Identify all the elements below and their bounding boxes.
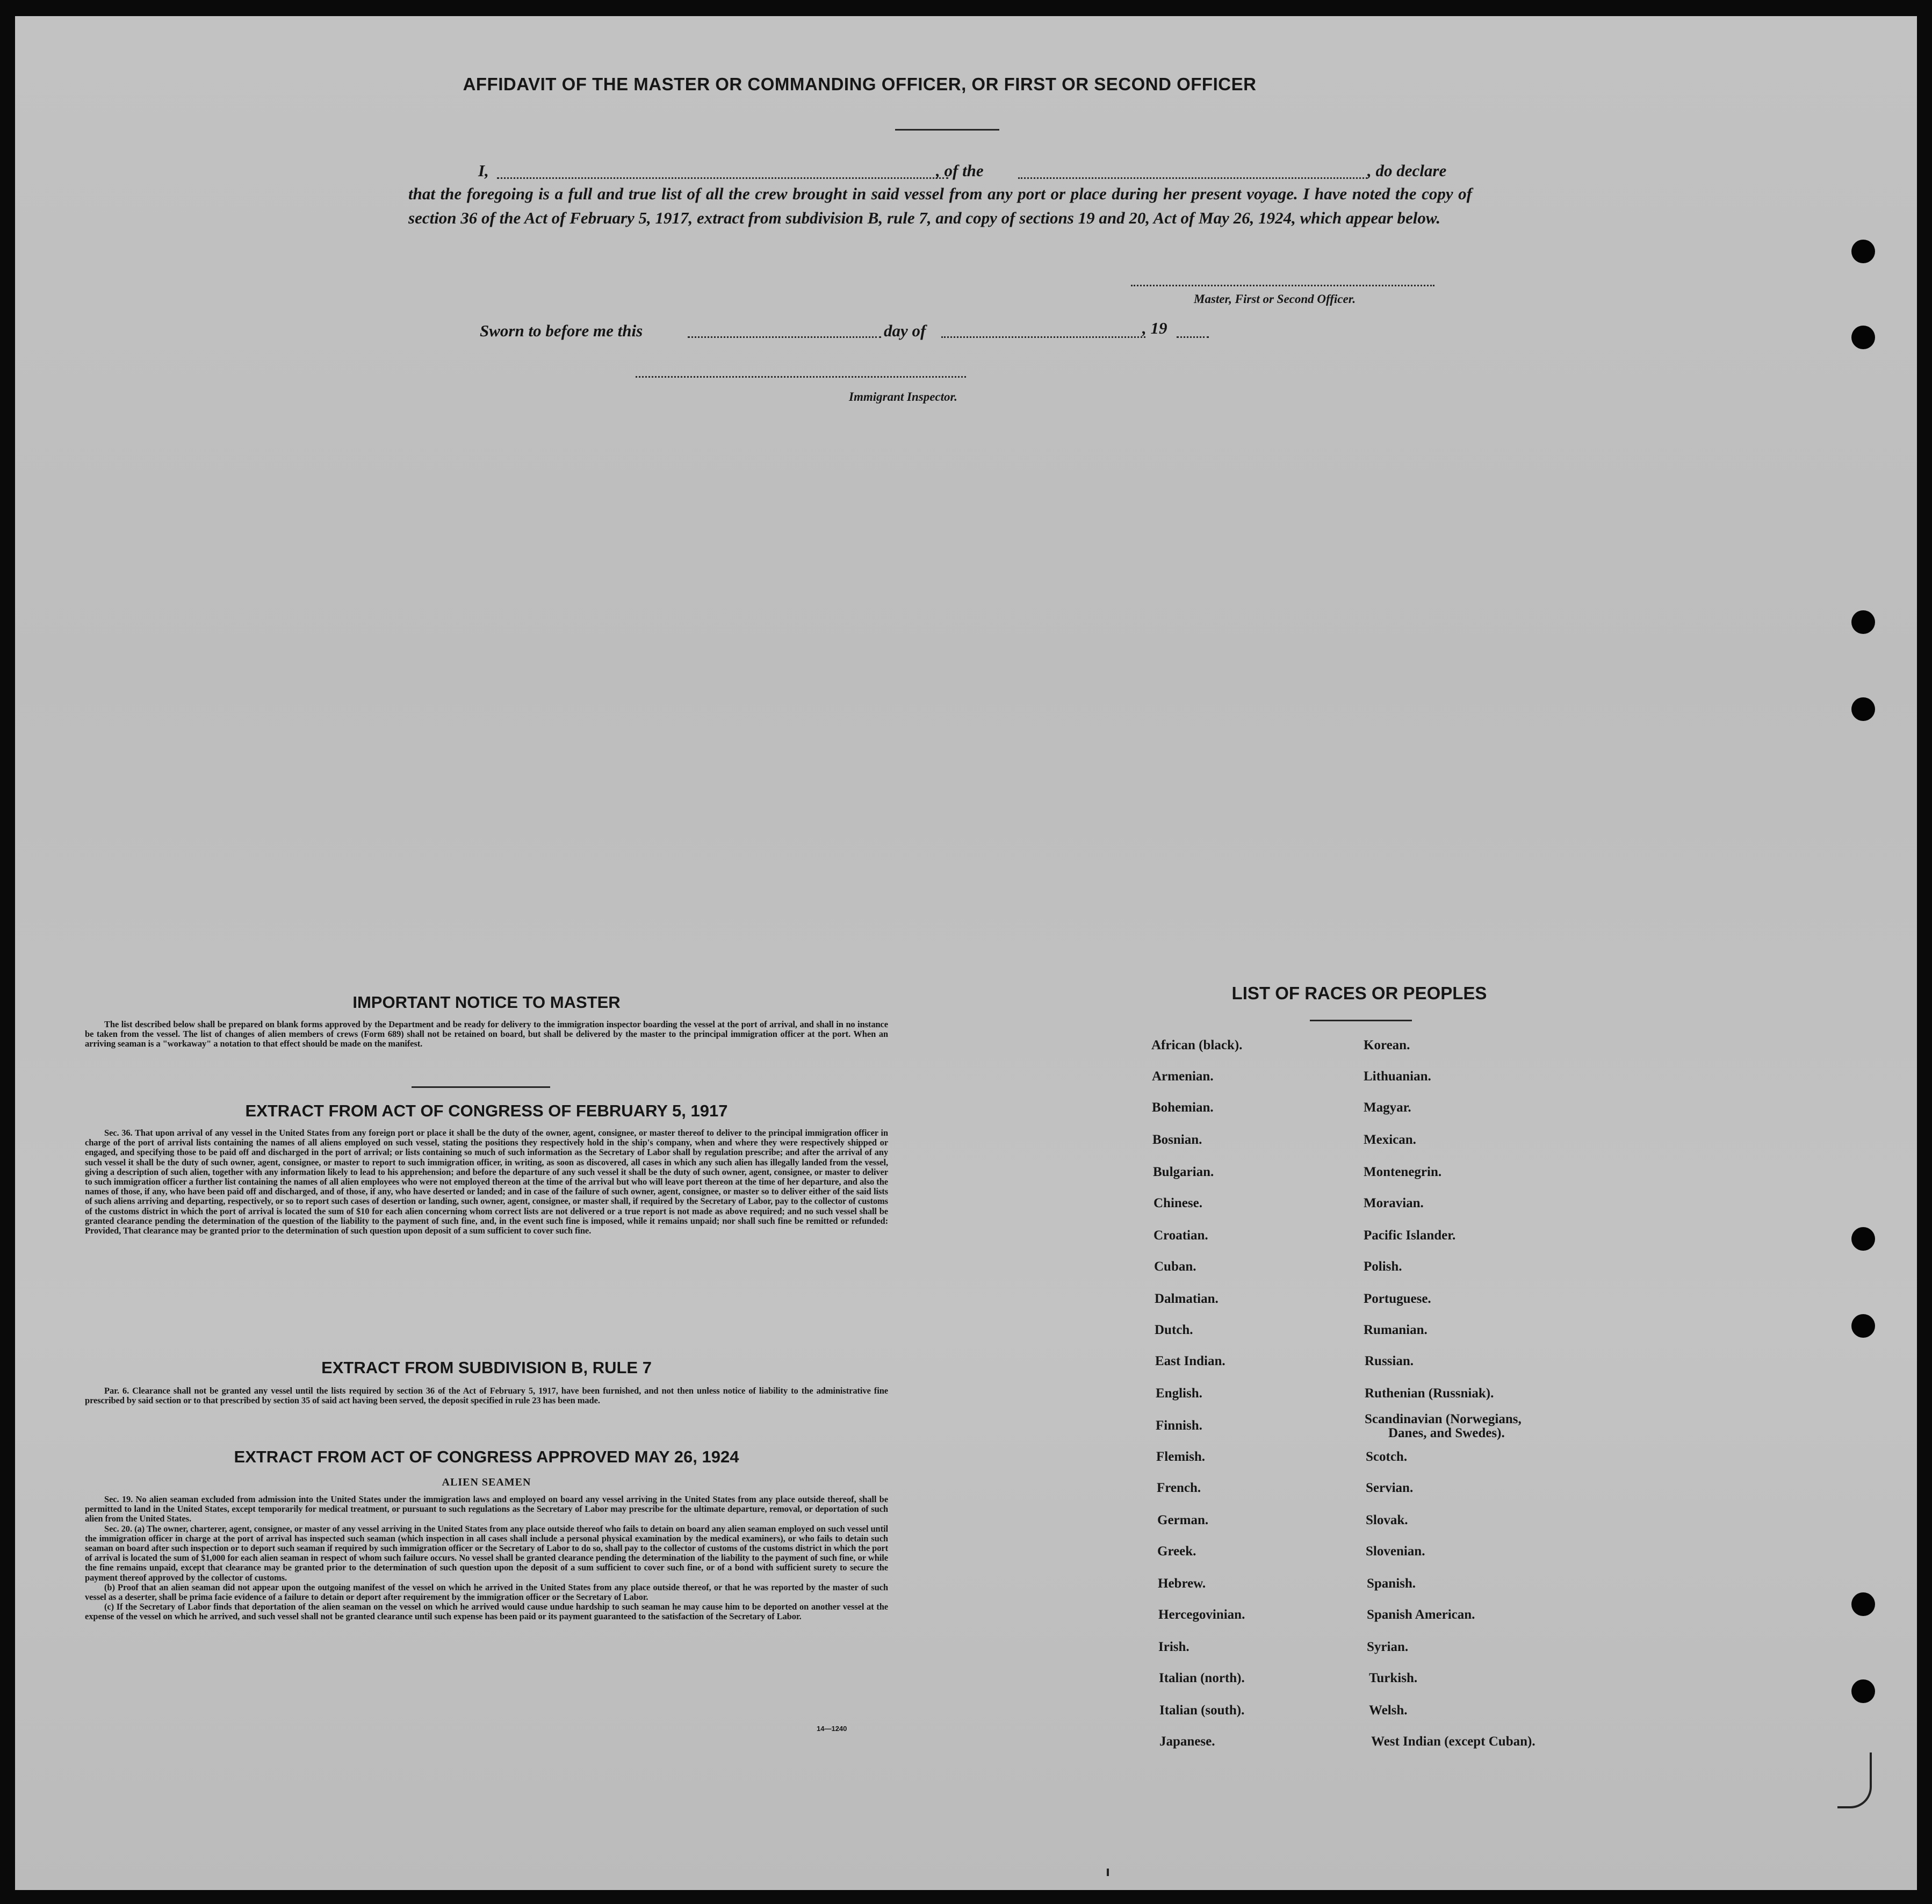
extract-1917-title: EXTRACT FROM ACT OF CONGRESS OF FEBRUARY 5, 1917 xyxy=(245,1101,728,1120)
sec20b-text: (b) Proof that an alien seaman did not appear upon the outgoing manifest of the vessel on which he arrived in the United States from any place outside thereof, or that he was reported by the master of such vessel as a deserter, shall be prima facie evidence of a failure to detain or deport after requirement by the immigration officer or the Secretary of Labor. xyxy=(85,1582,888,1603)
race-item: Rumanian. xyxy=(1364,1323,1428,1337)
race-item: Bosnian. xyxy=(1152,1133,1202,1147)
race-item: Pacific Islander. xyxy=(1364,1228,1456,1243)
races-title-rule xyxy=(1310,1020,1412,1021)
affidavit-i: I, xyxy=(478,161,489,180)
race-item: English. xyxy=(1156,1386,1202,1401)
race-item: Armenian. xyxy=(1152,1069,1214,1084)
race-item: French. xyxy=(1157,1481,1201,1495)
inspector-signature-line xyxy=(636,376,966,378)
race-item: Slovak. xyxy=(1366,1513,1408,1527)
extract-1924-title: EXTRACT FROM ACT OF CONGRESS APPROVED MAY 26, 1924 xyxy=(234,1447,739,1466)
title-rule xyxy=(895,129,999,131)
race-item: Spanish American. xyxy=(1367,1607,1475,1622)
race-item: Russian. xyxy=(1365,1354,1414,1368)
binder-hole xyxy=(1851,240,1875,263)
section-rule xyxy=(412,1086,550,1088)
race-item: Mexican. xyxy=(1364,1133,1416,1147)
binder-hole xyxy=(1851,610,1875,634)
binding-mark xyxy=(1107,1869,1109,1876)
race-item: Bohemian. xyxy=(1152,1100,1214,1115)
race-item: Irish. xyxy=(1158,1640,1190,1654)
sworn-day-line xyxy=(688,336,881,338)
race-item: Dutch. xyxy=(1155,1323,1193,1337)
race-item: German. xyxy=(1157,1513,1209,1527)
rule7-title: EXTRACT FROM SUBDIVISION B, RULE 7 xyxy=(321,1358,652,1377)
race-item: Syrian. xyxy=(1367,1640,1409,1654)
race-item: Italian (south). xyxy=(1159,1703,1245,1718)
race-item: Scandinavian (Norwegians, xyxy=(1365,1412,1522,1426)
binder-hole xyxy=(1851,697,1875,721)
race-item: Moravian. xyxy=(1364,1196,1424,1210)
race-item: Montenegrin. xyxy=(1364,1165,1442,1179)
race-item: Polish. xyxy=(1364,1259,1402,1274)
race-item: Cuban. xyxy=(1154,1259,1196,1274)
race-item: Lithuanian. xyxy=(1364,1069,1431,1084)
year-text: , 19 xyxy=(1142,319,1167,337)
race-item: Korean. xyxy=(1364,1038,1410,1052)
master-signature-line xyxy=(1131,285,1434,286)
race-item: Portuguese. xyxy=(1364,1292,1431,1306)
race-item: African (black). xyxy=(1151,1038,1243,1052)
year-line xyxy=(1177,336,1209,338)
affidavit-paragraph: that the foregoing is a full and true list of all the crew brought in said vessel from any port or place during her present voyage. I have noted the copy of section 36 of the Act of February 5, 1917, extract from subdivision B, rule 7, and copy of sections 19 and 20, Act of May 26, 1924, which appear below. xyxy=(408,184,1472,227)
race-item: Japanese. xyxy=(1159,1734,1215,1749)
race-item: Servian. xyxy=(1366,1481,1414,1495)
alien-seamen-subtitle: ALIEN SEAMEN xyxy=(442,1476,531,1488)
sec19-text: Sec. 19. No alien seaman excluded from admission into the United States under the immigration laws and employed on board any vessel arriving in the United States from any place outside thereof, shall be permitted to land in the United States, except temporarily for medical treatment, or pursuant to such regulations as the Secretary of Labor may prescribe for the ultimate departure, removal, or deportation of such alien from the United States. xyxy=(85,1494,888,1524)
sec20a-text: Sec. 20. (a) The owner, charterer, agent, consignee, or master of any vessel arriving in the United States from any place outside thereof who fails to detain on board any alien seaman employed on such vessel until the immigration officer in charge at the port of arrival has inspected such seaman (which inspection in all cases shall include a personal physical examination by the medical examiners), or who fails to detain such seaman on board after such inspection or to deport such seaman if required by such immigration officer or the Secretary of Labor to do so, shall pay to the collector of customs of the customs district in which the port of arrival is located the sum of $1,000 for each alien seaman in respect of whom such failure occurs. No vessel shall be granted clearance pending the determination of the liability to the payment of such fine, or while the fine remains unpaid, except that clearance may be granted prior to the determination of such question upon the deposit of a sum sufficient to cover such fine, or of a bond with sufficient surety to secure the payment thereof approved by the collector of customs. xyxy=(85,1523,888,1583)
notice-body: The list described below shall be prepared on blank forms approved by the Department and be ready for delivery to the immigration inspector boarding the vessel at the port of arrival, and shall in no instance be taken from the vessel. The list of changes of alien members of crews (Form 689) shall not be retained on board, but shall be delivered by the master to the principal immigration officer at the port. When an arriving seaman is a "workaway" a notation to that effect should be made on the manifest. xyxy=(85,1019,888,1049)
race-item: Scotch. xyxy=(1366,1449,1408,1464)
race-item: Hercegovinian. xyxy=(1158,1607,1245,1622)
handwritten-mark xyxy=(1837,1752,1872,1808)
notice-title: IMPORTANT NOTICE TO MASTER xyxy=(352,993,621,1012)
binder-hole xyxy=(1851,1227,1875,1251)
race-item: Italian (north). xyxy=(1159,1671,1245,1685)
binder-hole xyxy=(1851,1679,1875,1703)
sworn-text: Sworn to before me this xyxy=(480,321,643,340)
name-blank-line xyxy=(497,177,948,179)
form-number: 14—1240 xyxy=(817,1725,847,1733)
of-the-text: , of the xyxy=(936,161,984,180)
binder-hole xyxy=(1851,1314,1875,1338)
race-item: Greek. xyxy=(1157,1544,1196,1559)
sec20c-text: (c) If the Secretary of Labor finds that deportation of the alien seaman on the vessel on which he arrived would cause undue hardship to such seaman he may cause him to be deported on another vessel at the expense of the vessel on which he arrived, and such vessel shall not be granted clearance until such expense has been paid or its payment guaranteed to the satisfaction of the Secretary of Labor. xyxy=(85,1602,888,1622)
race-item: Spanish. xyxy=(1367,1576,1416,1591)
binder-hole xyxy=(1851,1592,1875,1616)
race-item: Bulgarian. xyxy=(1153,1165,1214,1179)
vessel-blank-line xyxy=(1018,177,1367,179)
race-item: Finnish. xyxy=(1156,1418,1202,1433)
sworn-month-line xyxy=(941,336,1145,338)
race-item: West Indian (except Cuban). xyxy=(1371,1734,1535,1749)
affidavit-title: AFFIDAVIT OF THE MASTER OR COMMANDING OFFICER, OR FIRST OR SECOND OFFICER xyxy=(463,74,1257,94)
extract-1924-body xyxy=(85,1495,888,1622)
race-item: Chinese. xyxy=(1154,1196,1202,1210)
race-item: Flemish. xyxy=(1156,1449,1205,1464)
race-item: Turkish. xyxy=(1369,1671,1418,1685)
race-item: Hebrew. xyxy=(1158,1576,1206,1591)
race-item: Croatian. xyxy=(1154,1228,1208,1243)
day-of-text: day of xyxy=(884,321,926,340)
rule7-body: Par. 6. Clearance shall not be granted any vessel until the lists required by section 36 of the Act of February 5, 1917, have been furnished, and not then unless notice of liability to the administrative fine prescribed by said section or to that prescribed by section 35 of said act having been served, the deposit specified in rule 23 has been made. xyxy=(85,1386,888,1406)
master-signature-label: Master, First or Second Officer. xyxy=(1194,292,1356,306)
extract-1917-body: Sec. 36. That upon arrival of any vessel in the United States from any foreign port or place it shall be the duty of the owner, agent, consignee, or master thereof to deliver to the principal immigration officer in charge of the port of arrival lists containing the names of all aliens employed on such vessel, stating the positions they respectively hold in the ship's company, when and where they were respectively shipped or engaged, and specifying those to be paid off and discharged in the port of arrival; or lists containing so much of such information as the Secretary of Labor shall by regulation prescribe; and after the arrival of any such vessel it shall be the duty of such owner, agent, consignee, or master to report to such immigration officer, in writing, as soon as discovered, all cases in which any such alien has illegally landed from the vessel, giving a description of such alien, together with any information likely to lead to his apprehension; and before the departure of any such vessel it shall be the duty of such owner, agent, consignee, or master to deliver to such immigration officer a further list containing the names of all alien employees who were not employed thereon at the time of the arrival but who will leave port thereon at the time of her departure, and also the names of those, if any, who have been paid off and discharged, and of those, if any, who have deserted or landed; and in case of the failure of such owner, agent, consignee, or master so to deliver either of the said lists of such aliens arriving and departing, respectively, or so to report such cases of desertion or landing, such owner, agent, consignee, or master shall, if required by the Secretary of Labor, pay to the collector of customs of the customs district in which the port of arrival is located the sum of $10 for each alien concerning whom correct lists are not delivered or a true report is not made as above required; and no such vessel shall be granted clearance pending the determination of the question of the liability to the payment of such fine, and, in the event such fine is imposed, while it remains unpaid; nor shall such fine be remitted or refunded: Provided, That clearance may be granted prior to the determination of such question upon deposit of a sum sufficient to cover such fine. xyxy=(85,1128,888,1236)
declare-text: , do declare xyxy=(1367,161,1447,180)
race-item: Slovenian. xyxy=(1366,1544,1425,1559)
race-item: Danes, and Swedes). xyxy=(1388,1426,1505,1440)
race-item: Ruthenian (Russniak). xyxy=(1365,1386,1494,1401)
race-item: Welsh. xyxy=(1369,1703,1408,1718)
race-item: Dalmatian. xyxy=(1155,1292,1219,1306)
races-title: LIST OF RACES OR PEOPLES xyxy=(1231,983,1487,1003)
race-item: East Indian. xyxy=(1155,1354,1225,1368)
race-item: Magyar. xyxy=(1364,1100,1411,1115)
inspector-label: Immigrant Inspector. xyxy=(849,390,957,403)
binder-hole xyxy=(1851,326,1875,349)
